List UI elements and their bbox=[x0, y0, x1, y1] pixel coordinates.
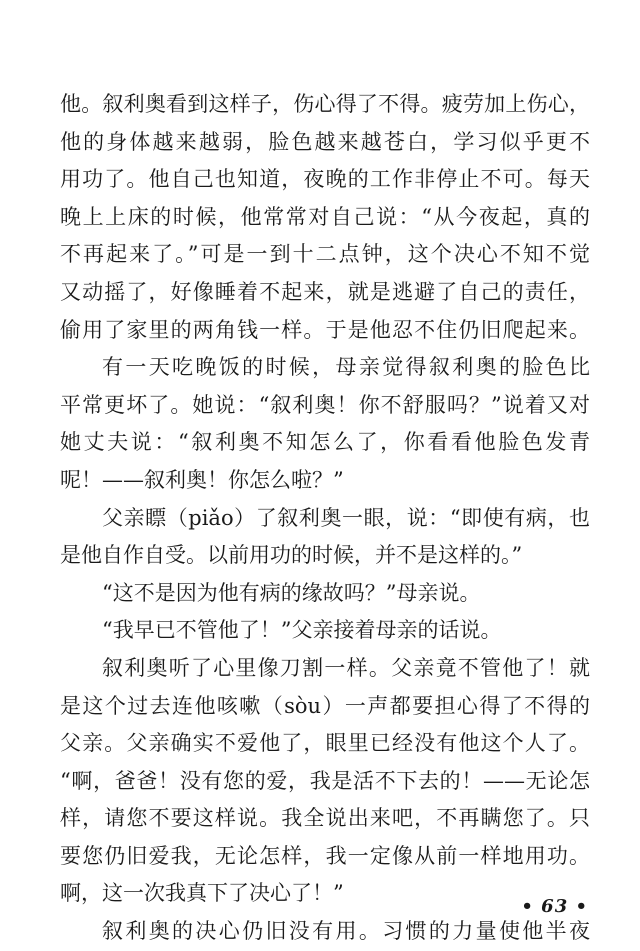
text-line: 叙利奥的决心仍旧没有用。习惯的力量使他半夜 bbox=[102, 919, 590, 944]
text-line: 是这个过去连他咳嗽（sòu）一声都要担心得了不得的 bbox=[60, 693, 590, 718]
text-line: “我早已不管他了！”父亲接着母亲的话说。 bbox=[102, 618, 502, 643]
text-line: 他的身体越来越弱，脸色越来越苍白，学习似乎更不 bbox=[60, 129, 590, 154]
text-line: 啊，这一次我真下了决心了！” bbox=[60, 881, 344, 906]
text-line: 不再起来了。”可是一到十二点钟，这个决心不知不觉 bbox=[60, 242, 590, 267]
text-line: 有一天吃晚饭的时候，母亲觉得叙利奥的脸色比 bbox=[102, 355, 590, 380]
text-line: 平常更坏了。她说：“叙利奥！你不舒服吗？”说着又对 bbox=[60, 392, 590, 417]
text-line: 他。叙利奥看到这样子，伤心得了不得。疲劳加上伤心， bbox=[60, 92, 590, 116]
text-line: “这不是因为他有病的缘故吗？”母亲说。 bbox=[102, 580, 481, 605]
text-line: 叙利奥听了心里像刀割一样。父亲竟不管他了！就 bbox=[102, 655, 590, 680]
text-line: 偷用了家里的两角钱一样。于是他忍不住仍旧爬起来。 bbox=[60, 317, 590, 342]
text-line: 又动摇了，好像睡着不起来，就是逃避了自己的责任， bbox=[60, 279, 590, 304]
text-line: 呢！——叙利奥！你怎么啦？” bbox=[60, 467, 344, 492]
text-line: 用功了。他自己也知道，夜晚的工作非停止不可。每天 bbox=[60, 167, 590, 192]
text-line: “啊，爸爸！没有您的爱，我是活不下去的！——无论怎 bbox=[60, 768, 590, 793]
text-line: 父亲。父亲确实不爱他了，眼里已经没有他这个人了。 bbox=[60, 731, 590, 756]
text-line: 她丈夫说：“叙利奥不知怎么了，你看看他脸色发青 bbox=[60, 430, 590, 455]
text-line: 父亲瞟（piǎo）了叙利奥一眼，说：“即使有病，也 bbox=[102, 505, 590, 530]
text-line: 要您仍旧爱我，无论怎样，我一定像从前一样地用功。 bbox=[60, 843, 590, 868]
text-line: 是他自作自受。以前用功的时候，并不是这样的。” bbox=[60, 543, 523, 568]
text-line: 晚上上床的时候，他常常对自己说：“从今夜起，真的 bbox=[60, 204, 590, 229]
body-text bbox=[60, 86, 590, 951]
text-line: 样，请您不要这样说。我全说出来吧，不再瞒您了。只 bbox=[60, 806, 590, 831]
page-number: • 63 • bbox=[521, 896, 588, 917]
